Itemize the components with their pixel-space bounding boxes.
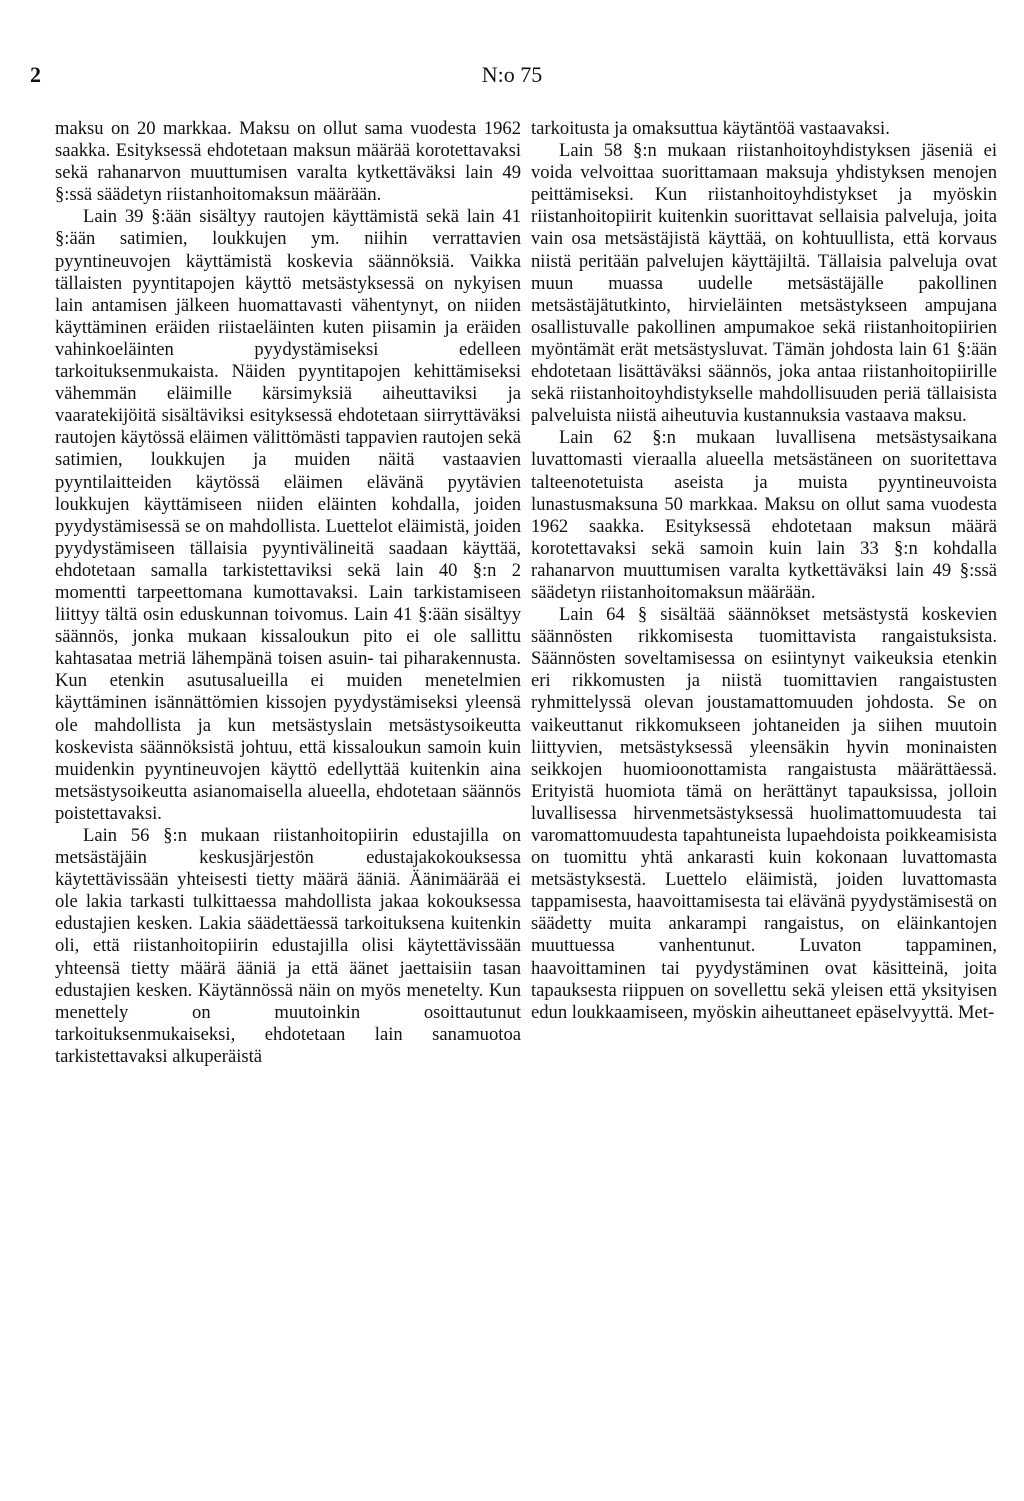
document-number: N:o 75 — [481, 62, 543, 87]
left-column — [55, 118, 521, 1068]
paragraph: Lain 56 §:n mukaan riistanhoitopiirin edustajilla on metsästäjäin keskusjärjestön edustajakokouksessa käytettävissään yhteisesti tietty määrä ääniä. Äänimäärää ei ole lakia tarkasti tulkittaessa mahdollista jakaa kokouksessa edustajien kesken. Lakia säädettäessä tarkoituksena kuitenkin oli, että riistanhoitopiirin edustajilla olisi käytettävissään yhteensä tietty määrä ääniä ja että äänet jaettaisiin tasan edustajien kesken. Käytännössä näin on myös menetelty. Kun menettely on muutoinkin osoittautunut tarkoituksenmukaiseksi, ehdotetaan lain sanamuotoa tarkistettavaksi alkuperäistä — [55, 825, 521, 1067]
paragraph: maksu on 20 markkaa. Maksu on ollut sama vuodesta 1962 saakka. Esityksessä ehdotetaan maksun määrää korotettavaksi sekä rahanarvon muuttumisen varalta kytkettäväksi lain 49 §:ssä säädetyn riistanhoitomaksun määrään. — [55, 118, 521, 206]
page-number: 2 — [30, 62, 41, 87]
paragraph: Lain 62 §:n mukaan luvallisena metsästysaikana luvattomasti vieraalla alueella metsästäneen on suoritettava talteenotetuista aseista ja muista pyyntineuvoista lunastusmaksuna 50 markkaa. Maksu on ollut sama vuodesta 1962 saakka. Esityksessä ehdotetaan maksun määrä korotettavaksi sekä samoin kuin lain 33 §:n kohdalla rahanarvon muuttumisen varalta kytkettäväksi lain 49 §:ssä säädetyn riistanhoitomaksun määrään. — [531, 427, 997, 603]
paragraph: tarkoitusta ja omaksuttua käytäntöä vastaavaksi. — [531, 118, 890, 139]
right-column — [531, 118, 997, 1024]
paragraph: Lain 64 § sisältää säännökset metsästystä koskevien säännösten rikkomisesta tuomittavista rangaistuksista. Säännösten soveltamisessa on esiintynyt vaikeuksia etenkin eri rikkomusten ja niistä tuomittavien rangaistusten ryhmittelyssä olevan joustamattomuuden johdosta. Se on vaikeuttanut rikkomukseen johtaneiden ja siihen muutoin liittyvien, metsästyksessä yleensäkin hyvin moninaisten seikkojen huomioonottamista rangaistusta määrättäessä. Erityistä huomiota tämä on herättänyt tapauksissa, jolloin luvallisessa hirvenmetsästyksessä huolimattomuudesta tai varomattomuudesta tapahtuneista lupaehdoista poikkeamisista on tuomittu yhtä ankarasti kuin kokonaan luvattomasta metsästyksestä. Luettelo eläimistä, joiden luvattomasta tappamisesta, haavoittamisesta tai elävänä pyydystämisestä on säädetty muita ankarampi rangaistus, on eläinkantojen muuttuessa vanhentunut. Luvaton tappaminen, haavoittaminen tai pyydystäminen ovat käsitteinä, joita tapauksesta riippuen on sovellettu sekä yleisen että yksityisen edun loukkaamiseen, myöskin aiheuttaneet epäselvyyttä. Met- — [531, 604, 997, 1023]
paragraph: Lain 39 §:ään sisältyy rautojen käyttämistä sekä lain 41 §:ään satimien, loukkujen ym. niihin verrattavien pyyntineuvojen käyttämistä koskevia säännöksiä. Vaikka tällaisten pyyntitapojen käyttö metsästyksessä on nykyisen lain antamisen jälkeen huomattavasti vähentynyt, on niiden käyttäminen eräiden riistaeläinten kuten piisamin ja eräiden vahinkoeläinten pyydystämiseksi edelleen tarkoituksenmukaista. Näiden pyyntitapojen kehittämiseksi vähemmän eläimille kärsimyksiä aiheuttaviksi ja vaaratekijöitä sisältäviksi esityksessä ehdotetaan siirryttäväksi rautojen käytössä eläimen välittömästi tappavien rautojen sekä satimien, loukkujen ja muiden näitä vastaavien pyyntilaitteiden käytössä eläimen elävänä pyytävien loukkujen käyttämiseen niiden eläinten kohdalla, joiden pyydystämisessä se on mahdollista. Luettelot eläimistä, joiden pyydystämiseen tällaisia pyyntivälineitä saadaan käyttää, ehdotetaan samalla tarkistettaviksi sekä lain 40 §:n 2 momentti tarpeettomana kumottavaksi. Lain tarkistamiseen liittyy tältä osin eduskunnan toivomus. Lain 41 §:ään sisältyy säännös, jonka mukaan kissaloukun pito ei ole sallittu kahtasataa metriä lähempänä toisen asuin- tai piharakennusta. Kun etenkin asutusalueilla ei muiden menetelmien käyttäminen isännättömien kissojen pyydystämiseksi yleensä ole mahdollista ja kun metsästyslain metsästysoikeutta koskevista säännöksistä johtuu, että kissaloukun samoin kuin muidenkin pyyntineuvojen käyttö edellyttää kuitenkin aina metsästysoikeutta asianomaisella alueella, ehdotetaan säännös poistettavaksi. — [55, 206, 521, 824]
paragraph: Lain 58 §:n mukaan riistanhoitoyhdistyksen jäseniä ei voida velvoittaa suorittamaan maksuja yhdistyksen menojen peittämiseksi. Kun riistanhoitoyhdistykset ja myöskin riistanhoitopiirit kuitenkin suorittavat sellaisia palveluja, joita vain osa metsästäjistä käyttää, on kohtuullista, että korvaus niistä peritään palvelujen käyttäjiltä. Tällaisia palveluja ovat muun muassa uudelle metsästäjälle pakollinen metsästäjätutkinto, hirvieläinten metsästykseen ampujana osallistuvalle pakollinen ampumakoe sekä riistanhoitopiirien myöntämät erät metsästysluvat. Tämän johdosta lain 61 §:ään ehdotetaan lisättäväksi säännös, joka antaa riistanhoitopiirille sekä riistanhoitoyhdistykselle mahdollisuuden periä tällaisista palveluista niistä aiheutuvia kustannuksia vastaava maksu. — [531, 140, 997, 427]
